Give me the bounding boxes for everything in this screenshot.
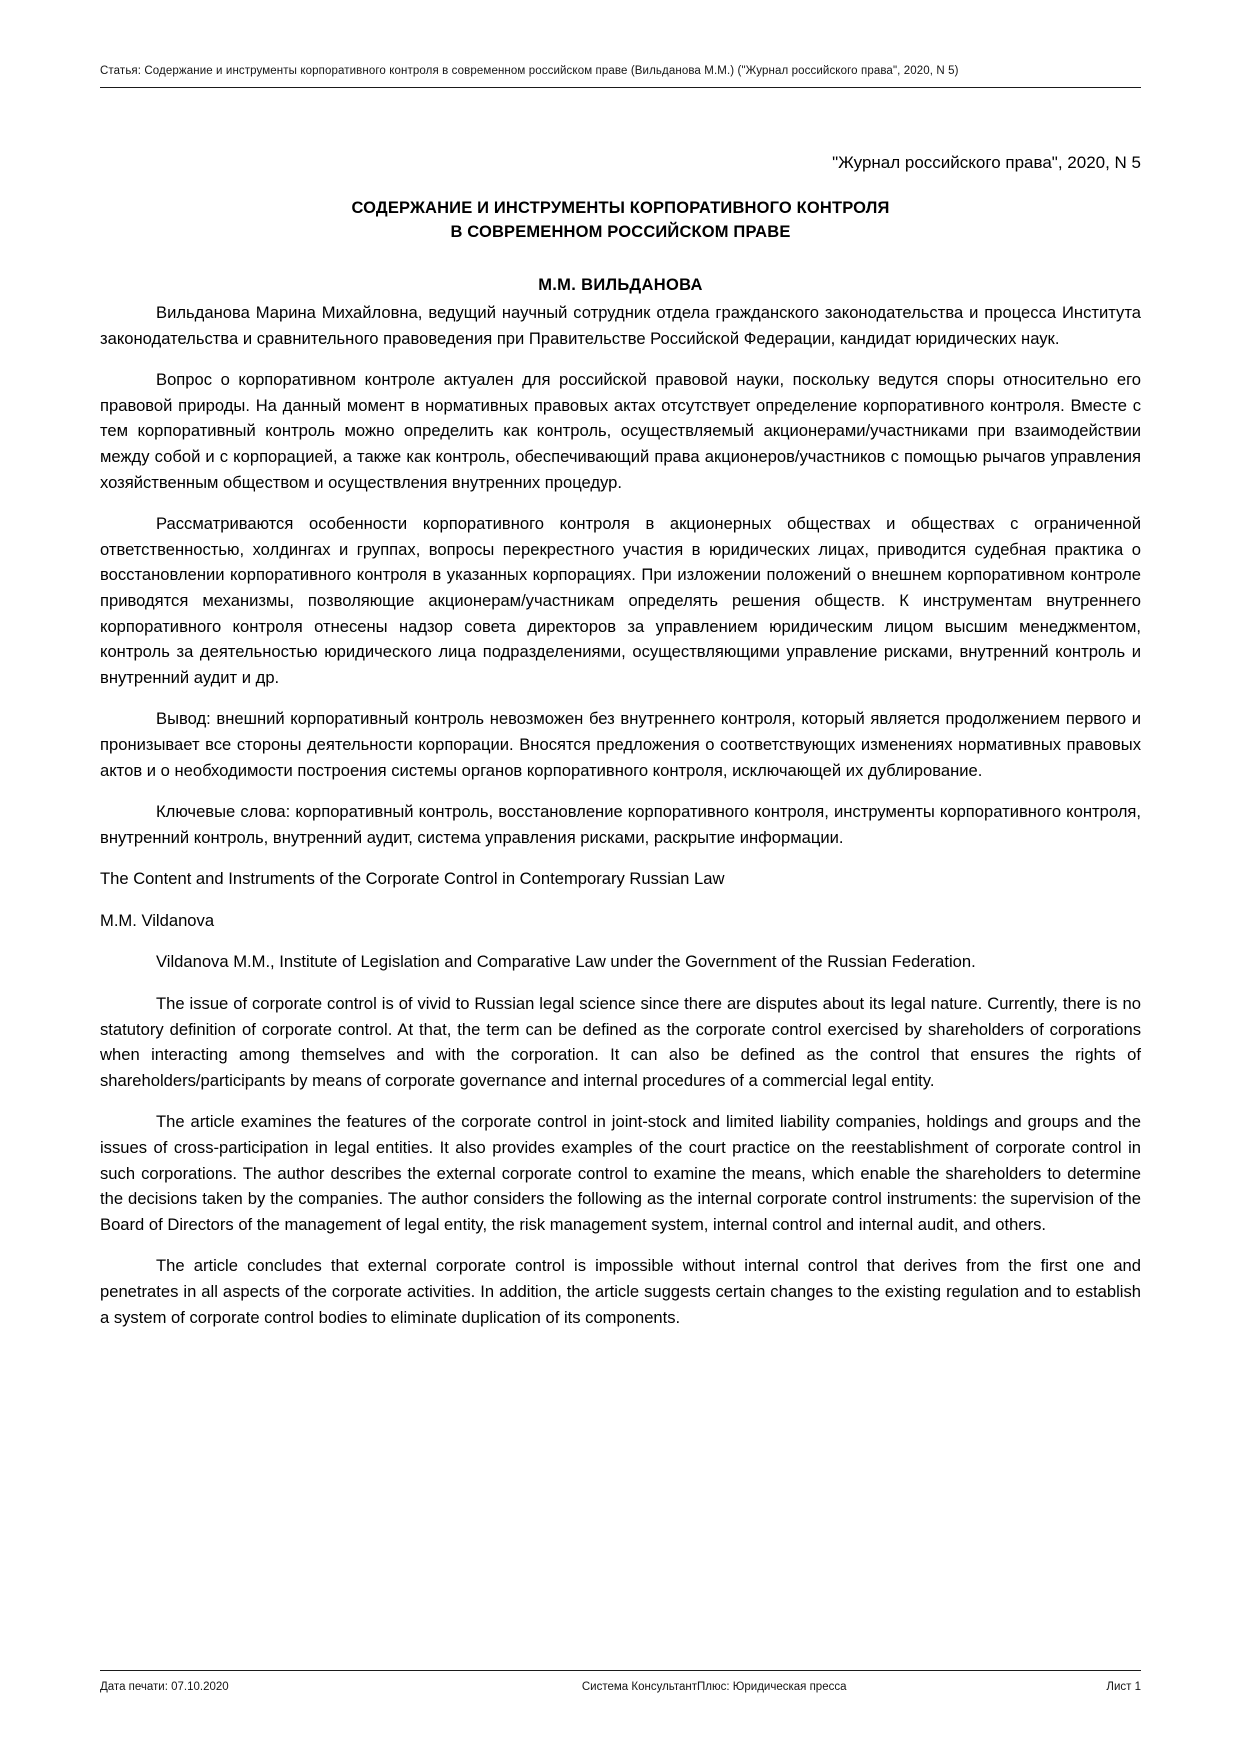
author-name: М.М. ВИЛЬДАНОВА bbox=[538, 276, 703, 294]
running-header bbox=[100, 64, 1141, 88]
footer-page-label: Лист 1 bbox=[1106, 1681, 1141, 1693]
paragraph-abstract-ru-3: Вывод: внешний корпоративный контроль невозможен без внутреннего контроля, который является продолжением первого и пронизывает все стороны деятельности корпорации. Вносятся предложения о соответствующих изменениях нормативных правовых актов и о необходимости построения системы органов корпоративного контроля, исключающей их дублирование. bbox=[100, 709, 1141, 780]
document-body bbox=[100, 300, 1141, 1346]
footer-row bbox=[100, 1680, 1141, 1695]
paragraph-abstract-ru-2: Рассматриваются особенности корпоративного контроля в акционерных обществах и обществах с ограниченной ответственностью, холдингах и группах, вопросы перекрестного участия в юридических лицах, приводится судебная практика о восстановлении корпоративного контроля в указанных корпорациях. При изложении положений о внешнем корпоративном контроле приводятся механизмы, позволяющие акционерам/участникам определять решения обществ. К инструментам внутреннего корпоративного контроля отнесены надзор совета директоров за управлением юридическим лицом высшим менеджментом, контроль за деятельностью юридического лица подразделениями, осуществляющими управление рисками, внутренний контроль и внутренний аудит и др. bbox=[100, 514, 1141, 687]
footer-system-name: Система КонсультантПлюс: Юридическая пресса bbox=[581, 1681, 847, 1693]
paragraph-abstract-en-2: The article examines the features of the corporate control in joint-stock and limited liability companies, holdings and groups and the issues of cross-participation in legal entities. It also provides examples of the court practice on the reestablishment of corporate control in such corporations. The author describes the external corporate control to examine the means, which enable the shareholders to determine the decisions taken by the companies. The author considers the following as the internal corporate control instruments: the supervision of the Board of Directors of the management of legal entity, the risk management system, internal control and internal audit, and others. bbox=[100, 1112, 1141, 1234]
journal-citation: "Журнал российского права", 2020, N 5 bbox=[832, 153, 1141, 172]
paragraph-abstract-en-3: The article concludes that external corporate control is impossible without internal control that derives from the first one and penetrates in all aspects of the corporate activities. In addition, the article suggests certain changes to the existing regulation and to establish a system of corporate control bodies to eliminate duplication of its components. bbox=[100, 1256, 1141, 1327]
page-title-line-2: В СОВРЕМЕННОМ РОССИЙСКОМ ПРАВЕ bbox=[450, 223, 791, 241]
title-block bbox=[100, 196, 1141, 295]
paragraph-keywords-ru: Ключевые слова: корпоративный контроль, восстановление корпоративного контроля, инструменты корпоративного контроля, внутренний контроль, внутренний аудит, система управления рисками, раскрытие информации. bbox=[100, 802, 1141, 847]
journal-citation-line bbox=[100, 152, 1141, 174]
paragraph-author-en: M.M. Vildanova bbox=[100, 910, 215, 930]
footer-divider bbox=[100, 1670, 1141, 1671]
footer-print-date: Дата печати: 07.10.2020 bbox=[100, 1681, 229, 1693]
paragraph-title-en: The Content and Instruments of the Corporate Control in Contemporary Russian Law bbox=[100, 869, 725, 889]
running-footer bbox=[100, 1670, 1141, 1695]
paragraph-affiliation-ru: Вильданова Марина Михайловна, ведущий научный сотрудник отдела гражданского законодательства и процесса Института законодательства и сравнительного правоведения при Правительстве Российской Федерации, кандидат юридических наук. bbox=[100, 303, 1141, 348]
page-content-area bbox=[100, 0, 1141, 1755]
page-title bbox=[100, 196, 1141, 244]
paragraph-abstract-ru-1: Вопрос о корпоративном контроле актуален для российской правовой науки, поскольку ведутся споры относительно его правовой природы. На данный момент в нормативных правовых актах отсутствует определение корпоративного контроля. Вместе с тем корпоративный контроль можно определить как контроль, осуществляемый акционерами/участниками при взаимодействии между собой и с корпорацией, а также как контроль, обеспечивающий права акционеров/участников с помощью рычагов управления хозяйственным обществом и осуществления внутренних процедур. bbox=[100, 370, 1141, 492]
paragraph-abstract-en-1: The issue of corporate control is of vivid to Russian legal science since there are disputes about its legal nature. Currently, there is no statutory definition of corporate control. At that, the term can be defined as the corporate control exercised by shareholders of corporations when interacting among themselves and with the corporation. It can also be defined as the control that ensures the rights of shareholders/participants by means of corporate governance and internal procedures of a commercial legal entity. bbox=[100, 994, 1141, 1090]
paragraph-affiliation-en: Vildanova M.M., Institute of Legislation and Comparative Law under the Government of the Russian Federation. bbox=[156, 952, 976, 972]
header-divider bbox=[100, 87, 1141, 88]
running-header-title: Статья: Содержание и инструменты корпоративного контроля в современном российском праве (Вильданова М.М.) ("Журнал российского права", 2020, N 5) bbox=[100, 65, 959, 77]
page-title-line-1: СОДЕРЖАНИЕ И ИНСТРУМЕНТЫ КОРПОРАТИВНОГО КОНТРОЛЯ bbox=[351, 199, 890, 217]
